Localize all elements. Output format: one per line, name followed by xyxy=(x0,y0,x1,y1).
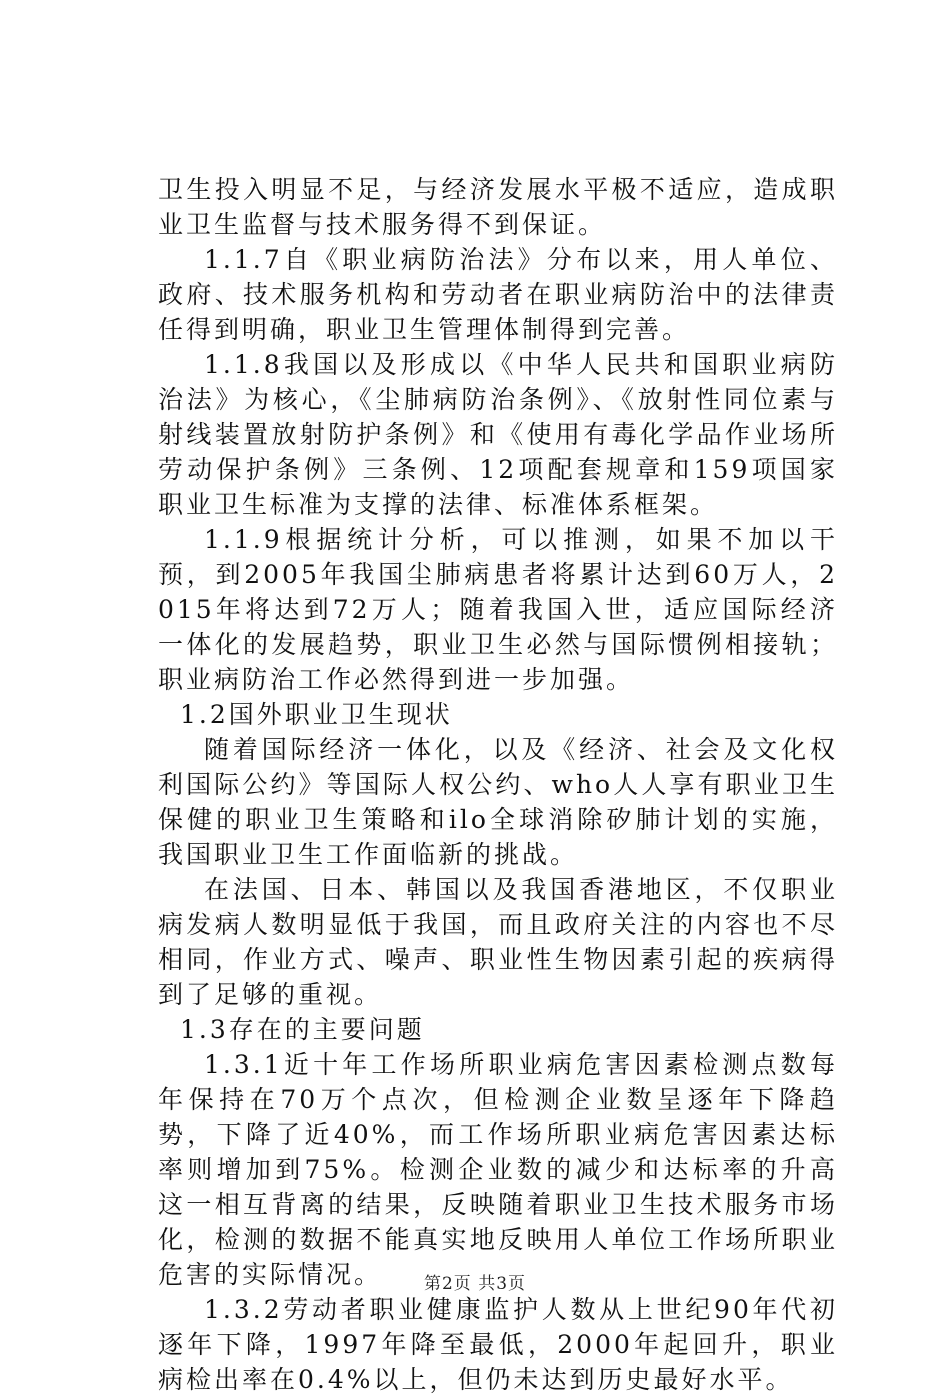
paragraph-1: 卫生投入明显不足，与经济发展水平极不适应，造成职业卫生监督与技术服务得不到保证。 xyxy=(158,175,838,239)
document-body xyxy=(158,172,838,1397)
paragraph-1-3-2: 1.3.2劳动者职业健康监护人数从上世纪90年代初逐年下降，1997年降至最低，2000年起回升，职业病检出率在0.4%以上，但仍未达到历史最好水平。 xyxy=(158,1295,838,1394)
paragraph-international: 随着国际经济一体化，以及《经济、社会及文化权利国际公约》等国际人权公约、who人人享有职业卫生保健的职业卫生策略和ilo全球消除矽肺计划的实施，我国职业卫生工作面临新的挑战。 xyxy=(158,735,838,869)
paragraph-1-1-8: 1.1.8我国以及形成以《中华人民共和国职业病防治法》为核心，《尘肺病防治条例》、《放射性同位素与射线装置放射防护条例》和《使用有毒化学品作业场所劳动保护条例》三条例、12项配套规章和159项国家职业卫生标准为支撑的法律、标准体系框架。 xyxy=(158,350,838,519)
paragraph-1-1-9: 1.1.9根据统计分析，可以推测，如果不加以干预，到2005年我国尘肺病患者将累计达到60万人，2015年将达到72万人；随着我国入世，适应国际经济一体化的发展趋势，职业卫生必然与国际惯例相接轨；职业病防治工作必然得到进一步加强。 xyxy=(158,525,838,694)
page-footer xyxy=(0,1269,950,1294)
section-heading-1-2: 1.2国外职业卫生现状 xyxy=(180,700,453,729)
paragraph-comparison: 在法国、日本、韩国以及我国香港地区，不仅职业病发病人数明显低于我国，而且政府关注的内容也不尽相同，作业方式、噪声、职业性生物因素引起的疾病得到了足够的重视。 xyxy=(158,875,838,1009)
section-heading-1-3: 1.3存在的主要问题 xyxy=(180,1015,425,1044)
page-number: 第2页 共3页 xyxy=(423,1274,527,1294)
paragraph-1-1-7: 1.1.7自《职业病防治法》分布以来，用人单位、政府、技术服务机构和劳动者在职业病防治中的法律责任得到明确，职业卫生管理体制得到完善。 xyxy=(158,245,838,344)
paragraph-1-3-1: 1.3.1近十年工作场所职业病危害因素检测点数每年保持在70万个点次，但检测企业数呈逐年下降趋势，下降了近40%，而工作场所职业病危害因素达标率则增加到75%。检测企业数的减少和达标率的升高这一相互背离的结果，反映随着职业卫生技术服务市场化，检测的数据不能真实地反映用人单位工作场所职业危害的实际情况。 xyxy=(158,1050,838,1289)
